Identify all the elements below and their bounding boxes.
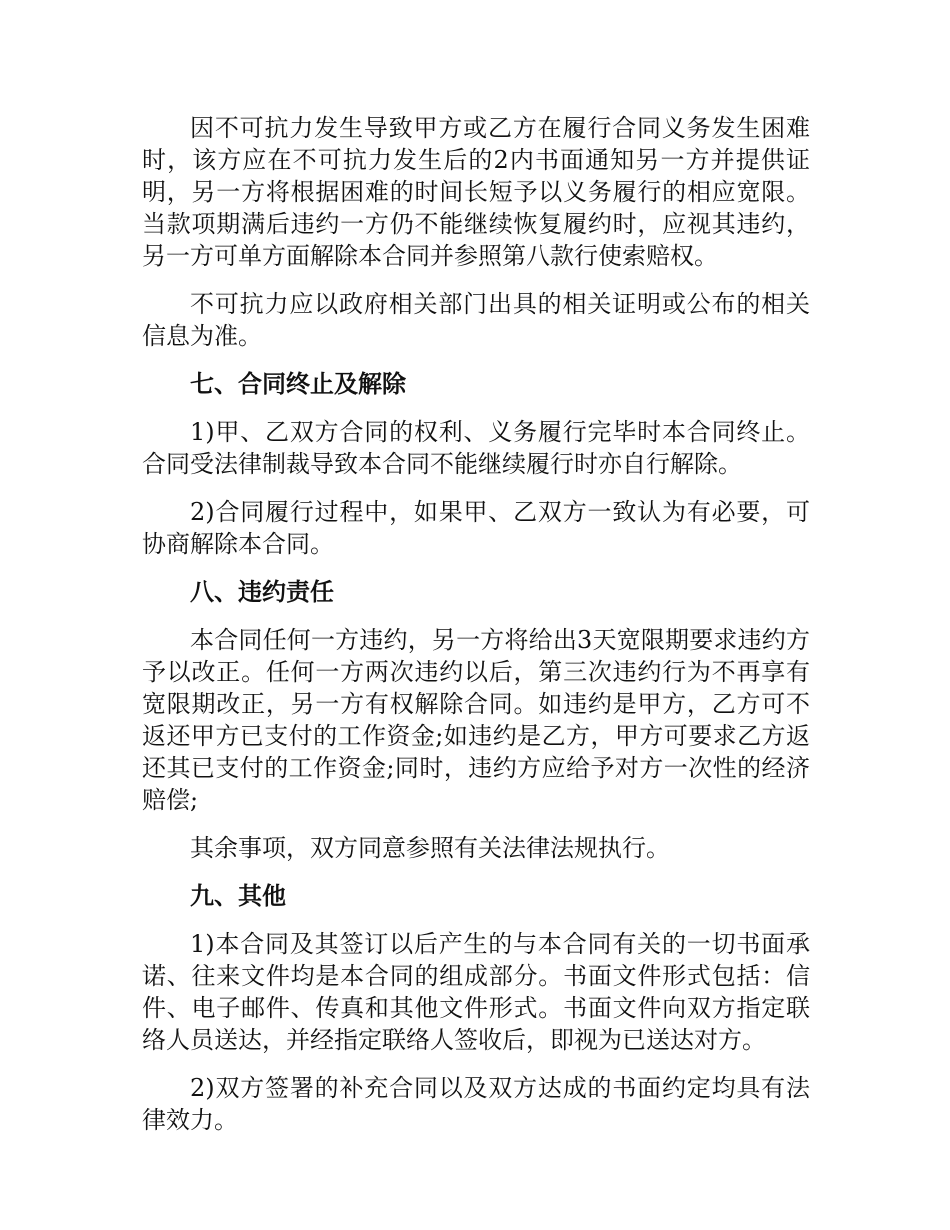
paragraph-termination-1: 1)甲、乙双方合同的权利、义务履行完毕时本合同终止。合同受法律制裁导致本合同不能继续履行时亦自行解除。 <box>142 418 810 478</box>
paragraph-misc-1: 1)本合同及其签订以后产生的与本合同有关的一切书面承诺、往来文件均是本合同的组成部分。书面文件形式包括：信件、电子邮件、传真和其他文件形式。书面文件向双方指定联络人员送达，并经指定联络人签收后，即视为已送达对方。 <box>142 930 810 1054</box>
section-heading-breach: 八、违约责任 <box>190 578 334 606</box>
paragraph-breach-liability: 本合同任何一方违约，另一方将给出3天宽限期要求违约方予以改正。任何一方两次违约以后，第三次违约行为不再享有宽限期改正，另一方有权解除合同。如违约是甲方，乙方可不返还甲方已支付的工作资金;如违约是乙方，甲方可要求乙方返还其已支付的工作资金;同时，违约方应给予对方一次性的经济赔偿; <box>142 626 810 814</box>
paragraph-force-majeure-proof: 不可抗力应以政府相关部门出具的相关证明或公布的相关信息为准。 <box>142 290 810 350</box>
paragraph-termination-2: 2)合同履行过程中，如果甲、乙双方一致认为有必要，可协商解除本合同。 <box>142 498 810 558</box>
section-heading-termination: 七、合同终止及解除 <box>190 370 406 398</box>
document-body <box>142 112 810 1152</box>
paragraph-other-matters: 其余事项，双方同意参照有关法律法规执行。 <box>190 834 670 862</box>
paragraph-misc-2: 2)双方签署的补充合同以及双方达成的书面约定均具有法律效力。 <box>142 1074 810 1134</box>
section-heading-miscellaneous: 九、其他 <box>190 882 286 910</box>
paragraph-force-majeure-notice: 因不可抗力发生导致甲方或乙方在履行合同义务发生困难时，该方应在不可抗力发生后的2内书面通知另一方并提供证明，另一方将根据困难的时间长短予以义务履行的相应宽限。当款项期满后违约一方仍不能继续恢复履约时，应视其违约，另一方可单方面解除本合同并参照第八款行使索赔权。 <box>142 114 810 270</box>
